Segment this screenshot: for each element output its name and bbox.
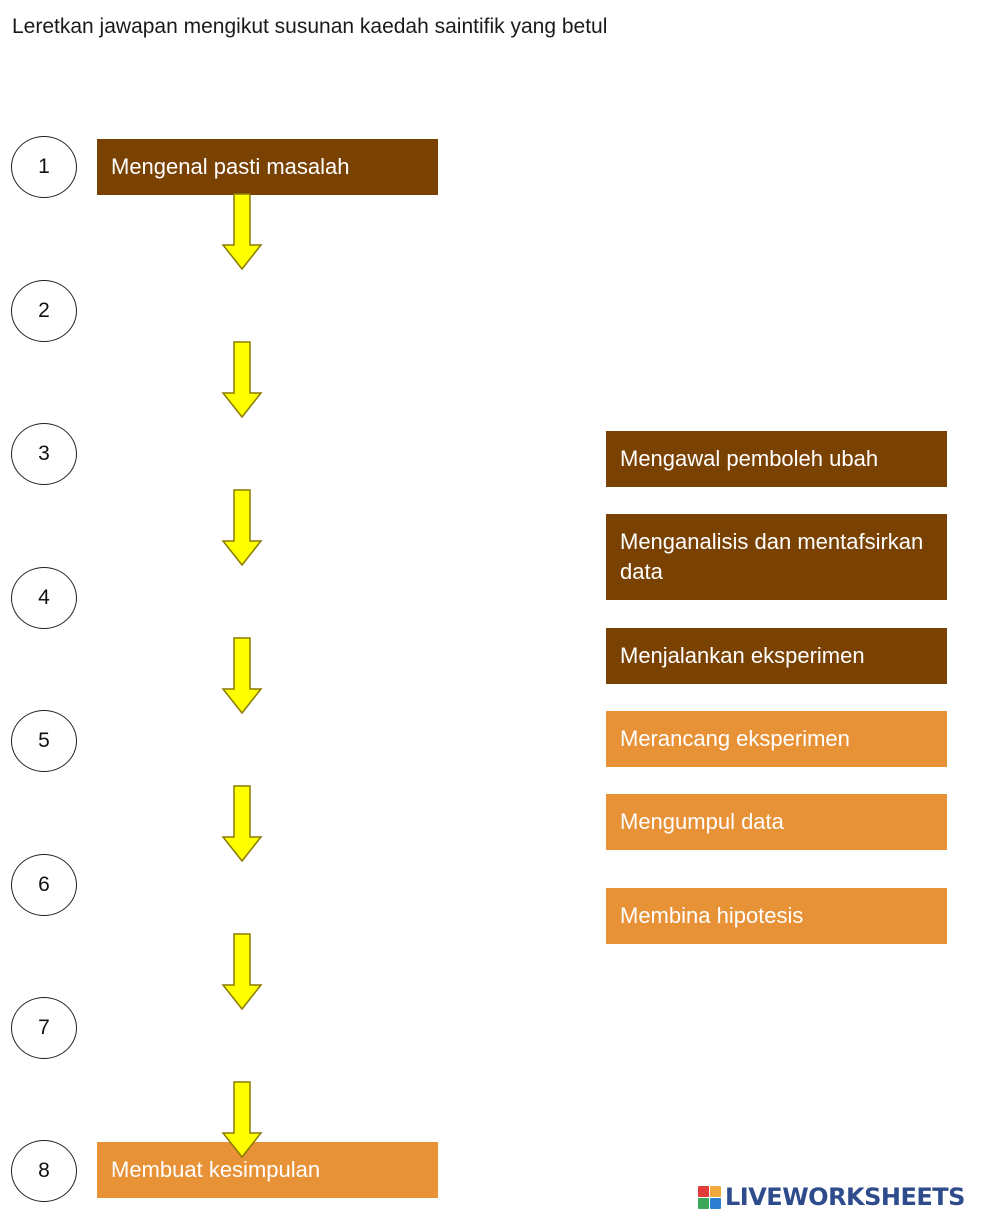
step-circle-6: 6 [11,854,77,916]
step-1-answer: Mengenal pasti masalah [97,139,438,195]
down-arrow-icon [221,1081,263,1159]
option-mengumpul-data[interactable]: Mengumpul data [606,794,947,850]
down-arrow-icon [221,785,263,863]
option-menjalankan-eksperimen[interactable]: Menjalankan eksperimen [606,628,947,684]
down-arrow-icon [221,193,263,271]
drop-zone-3[interactable] [97,426,437,482]
step-circle-8: 8 [11,1140,77,1202]
drop-zone-5[interactable] [97,713,437,769]
brand-name: LIVEWORKSHEETS [725,1183,965,1211]
step-8-answer: Membuat kesimpulan [97,1142,438,1198]
option-membina-hipotesis[interactable]: Membina hipotesis [606,888,947,944]
instruction-text: Leretkan jawapan mengikut susunan kaedah saintifik yang betul [12,15,608,38]
drop-zone-4[interactable] [97,570,437,626]
step-circle-3: 3 [11,423,77,485]
step-circle-5: 5 [11,710,77,772]
liveworksheets-logo [698,1183,965,1211]
drop-zone-6[interactable] [97,857,437,913]
down-arrow-icon [221,637,263,715]
step-circle-7: 7 [11,997,77,1059]
drop-zone-7[interactable] [97,1000,437,1056]
drop-zone-2[interactable] [97,283,437,339]
option-merancang-eksperimen[interactable]: Merancang eksperimen [606,711,947,767]
step-circle-1: 1 [11,136,77,198]
option-mengawal-pemboleh-ubah[interactable]: Mengawal pemboleh ubah [606,431,947,487]
step-circle-4: 4 [11,567,77,629]
down-arrow-icon [221,341,263,419]
down-arrow-icon [221,933,263,1011]
step-circle-2: 2 [11,280,77,342]
liveworksheets-logo-icon [698,1186,721,1209]
down-arrow-icon [221,489,263,567]
option-menganalisis-data[interactable]: Menganalisis dan mentafsirkan data [606,514,947,600]
